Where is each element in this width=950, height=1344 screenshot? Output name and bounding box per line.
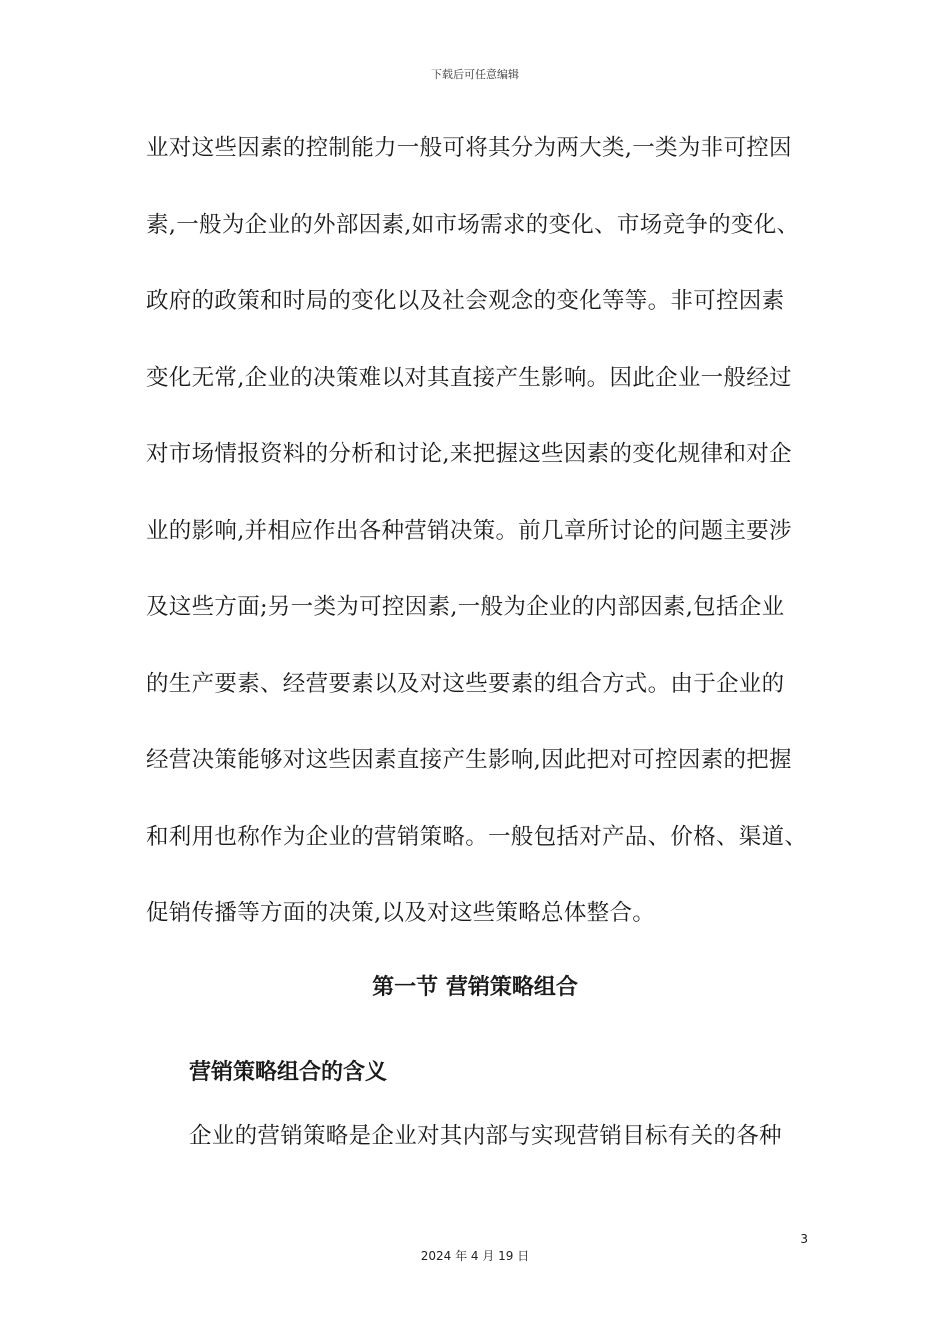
body-text (146, 130, 846, 972)
body-line: 促销传播等方面的决策,以及对这些策略总体整合。 (146, 900, 656, 926)
body-line: 政府的政策和时局的变化以及社会观念的变化等等。非可控因素 (146, 288, 785, 314)
page-number: 3 (800, 1232, 808, 1246)
body-line: 对市场情报资料的分析和讨论,来把握这些因素的变化规律和对企 (146, 441, 792, 467)
body-line: 素,一般为企业的外部因素,如市场需求的变化、市场竞争的变化、 (146, 211, 800, 238)
body-line: 业对这些因素的控制能力一般可将其分为两大类,一类为非可控因 (146, 135, 792, 161)
footer-date: 2024 年 4 月 19 日 (420, 1249, 530, 1263)
header-note: 下载后可任意编辑 (431, 68, 519, 81)
section-title: 第一节 营销策略组合 (372, 975, 578, 1000)
body-line: 的生产要素、经营要素以及对这些要素的组合方式。由于企业的 (146, 670, 785, 697)
body-line: 及这些方面;另一类为可控因素,一般为企业的内部因素,包括企业 (146, 594, 785, 620)
body-line: 变化无常,企业的决策难以对其直接产生影响。因此企业一般经过 (146, 364, 792, 391)
body-line: 经营决策能够对这些因素直接产生影响,因此把对可控因素的把握 (146, 747, 792, 773)
subsection-title: 营销策略组合的含义 (189, 1060, 388, 1085)
paragraph-first-line: 企业的营销策略是企业对其内部与实现营销目标有关的各种 (189, 1123, 782, 1149)
body-line: 和利用也称作为企业的营销策略。一般包括对产品、价格、渠道、 (146, 823, 808, 850)
body-line: 业的影响,并相应作出各种营销决策。前几章所讨论的问题主要涉 (146, 517, 792, 544)
